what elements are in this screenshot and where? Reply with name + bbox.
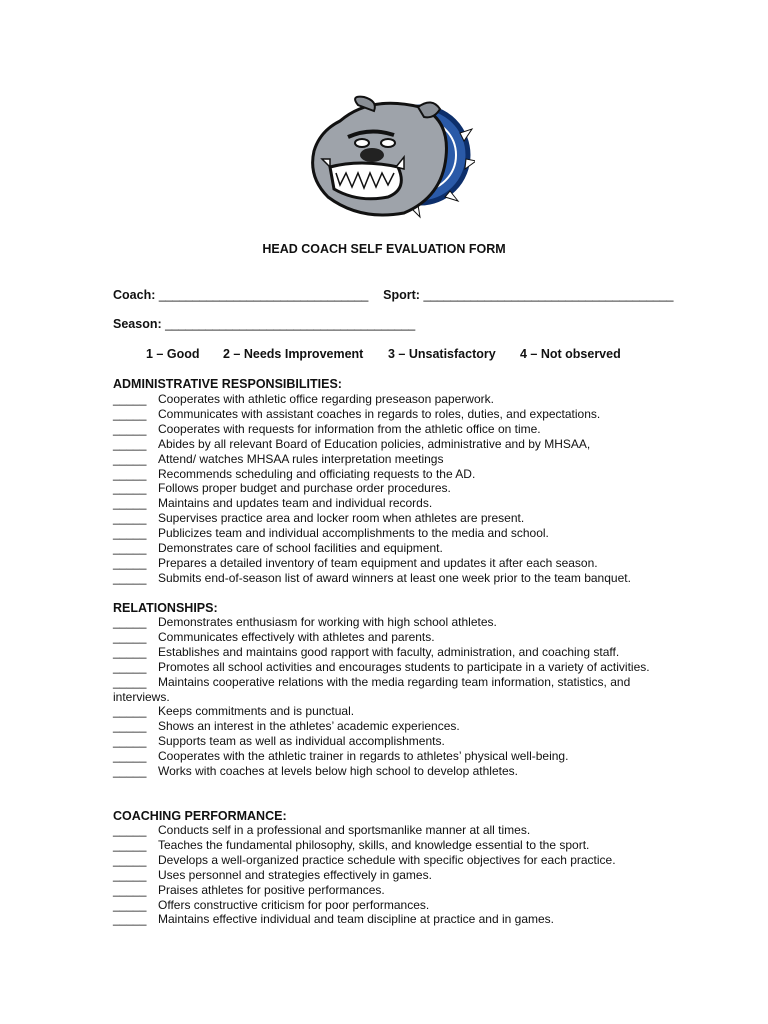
rating-blank[interactable]: _____: [113, 451, 147, 466]
sport-label: Sport:: [383, 288, 420, 302]
rating-blank[interactable]: _____: [113, 734, 147, 749]
list-item: _____ Keeps commitments and is punctual.: [113, 704, 355, 719]
list-item: _____ Praises athletes for positive performances.: [113, 882, 385, 897]
rating-blank[interactable]: _____: [113, 867, 147, 882]
coach-sport-row: [113, 288, 673, 302]
list-item: _____ Submits end-of-season list of award winners at least one week prior to the team banquet.: [113, 570, 631, 585]
section-heading-coaching-performance: COACHING PERFORMANCE:: [113, 809, 287, 823]
rating-blank[interactable]: _____: [113, 852, 147, 867]
rating-blank[interactable]: _____: [113, 511, 147, 526]
rating-blank[interactable]: _____: [113, 912, 147, 927]
bulldog-logo: [300, 93, 475, 228]
rating-blank[interactable]: _____: [113, 897, 147, 912]
relationships-items: [113, 615, 658, 779]
coach-field[interactable]: _______________________________: [158, 288, 369, 302]
rating-blank[interactable]: _____: [113, 674, 147, 689]
administrative-items: [113, 392, 658, 586]
list-item: _____ Communicates effectively with athletes and parents.: [113, 629, 435, 644]
list-item: _____ Works with coaches at levels below high school to develop athletes.: [113, 764, 518, 779]
rating-not-observed: 4 – Not observed: [520, 347, 621, 361]
list-item: _____ Establishes and maintains good rapport with faculty, administration, and coaching staff.: [113, 644, 620, 659]
list-item: _____ Cooperates with requests for information from the athletic office on time.: [113, 421, 541, 436]
list-item: _____ Supports team as well as individual accomplishments.: [113, 734, 445, 749]
rating-blank[interactable]: _____: [113, 436, 147, 451]
list-item: _____ Offers constructive criticism for poor performances.: [113, 897, 430, 912]
list-item: _____ Follows proper budget and purchase order procedures.: [113, 481, 451, 496]
coaching-performance-items: [113, 823, 658, 927]
list-item: _____ Uses personnel and strategies effectively in games.: [113, 867, 432, 882]
list-item: _____ Maintains effective individual and team discipline at practice and in games.: [113, 912, 554, 927]
section-heading-relationships: RELATIONSHIPS:: [113, 601, 218, 615]
rating-blank[interactable]: _____: [113, 541, 147, 556]
list-item: _____ Demonstrates care of school facilities and equipment.: [113, 541, 443, 556]
list-item: _____ Develops a well-organized practice schedule with specific objectives for each practice.: [113, 852, 616, 867]
rating-blank[interactable]: _____: [113, 570, 147, 585]
rating-blank[interactable]: _____: [113, 837, 147, 852]
rating-needs-improvement: 2 – Needs Improvement: [223, 347, 364, 361]
list-item: _____ Maintains and updates team and individual records.: [113, 496, 433, 511]
season-label: Season:: [113, 317, 162, 331]
rating-blank[interactable]: _____: [113, 421, 147, 436]
list-item: _____ Conducts self in a professional and sportsmanlike manner at all times.: [113, 823, 531, 837]
rating-blank[interactable]: _____: [113, 629, 147, 644]
list-item: _____ Supervises practice area and locker room when athletes are present.: [113, 511, 525, 526]
rating-blank[interactable]: _____: [113, 466, 147, 481]
season-row: [113, 317, 415, 331]
list-item: _____ Publicizes team and individual accomplishments to the media and school.: [113, 526, 549, 541]
rating-blank[interactable]: _____: [113, 496, 147, 511]
rating-blank[interactable]: _____: [113, 823, 147, 837]
rating-blank[interactable]: _____: [113, 764, 147, 779]
list-item: _____ Cooperates with the athletic trainer in regards to athletes’ physical well-being.: [113, 749, 569, 764]
season-field[interactable]: _____________________________________: [165, 317, 415, 331]
coach-label: Coach:: [113, 288, 156, 302]
rating-blank[interactable]: _____: [113, 555, 147, 570]
list-item: _____ Teaches the fundamental philosophy, skills, and knowledge essential to the sport.: [113, 837, 590, 852]
rating-blank[interactable]: _____: [113, 882, 147, 897]
rating-blank[interactable]: _____: [113, 392, 147, 406]
rating-blank[interactable]: _____: [113, 644, 147, 659]
list-item: _____ Communicates with assistant coaches in regards to roles, duties, and expectations.: [113, 406, 601, 421]
list-item: _____ Maintains cooperative relations with the media regarding team information, statistics, and interviews.: [113, 674, 631, 704]
rating-good: 1 – Good: [146, 347, 200, 361]
list-item: _____ Prepares a detailed inventory of team equipment and updates it after each season.: [113, 555, 598, 570]
form-title: HEAD COACH SELF EVALUATION FORM: [262, 242, 506, 256]
list-item: _____ Promotes all school activities and encourages students to participate in a variety of activities.: [113, 659, 650, 674]
list-item: _____ Attend/ watches MHSAA rules interpretation meetings: [113, 451, 444, 466]
rating-unsatisfactory: 3 – Unsatisfactory: [388, 347, 496, 361]
rating-blank[interactable]: _____: [113, 719, 147, 734]
rating-blank[interactable]: _____: [113, 406, 147, 421]
rating-blank[interactable]: _____: [113, 749, 147, 764]
sport-field[interactable]: _____________________________________: [423, 288, 674, 302]
rating-blank[interactable]: _____: [113, 481, 147, 496]
rating-blank[interactable]: _____: [113, 704, 147, 719]
list-item: _____ Abides by all relevant Board of Education policies, administrative and by MHSAA,: [113, 436, 591, 451]
list-item: _____ Recommends scheduling and officiating requests to the AD.: [113, 466, 476, 481]
list-item: _____ Shows an interest in the athletes’ academic experiences.: [113, 719, 460, 734]
rating-blank[interactable]: _____: [113, 615, 147, 629]
section-heading-administrative: ADMINISTRATIVE RESPONSIBILITIES:: [113, 377, 342, 391]
rating-blank[interactable]: _____: [113, 659, 147, 674]
rating-blank[interactable]: _____: [113, 526, 147, 541]
list-item: _____ Cooperates with athletic office regarding preseason paperwork.: [113, 392, 494, 406]
list-item: _____ Demonstrates enthusiasm for working with high school athletes.: [113, 615, 497, 629]
